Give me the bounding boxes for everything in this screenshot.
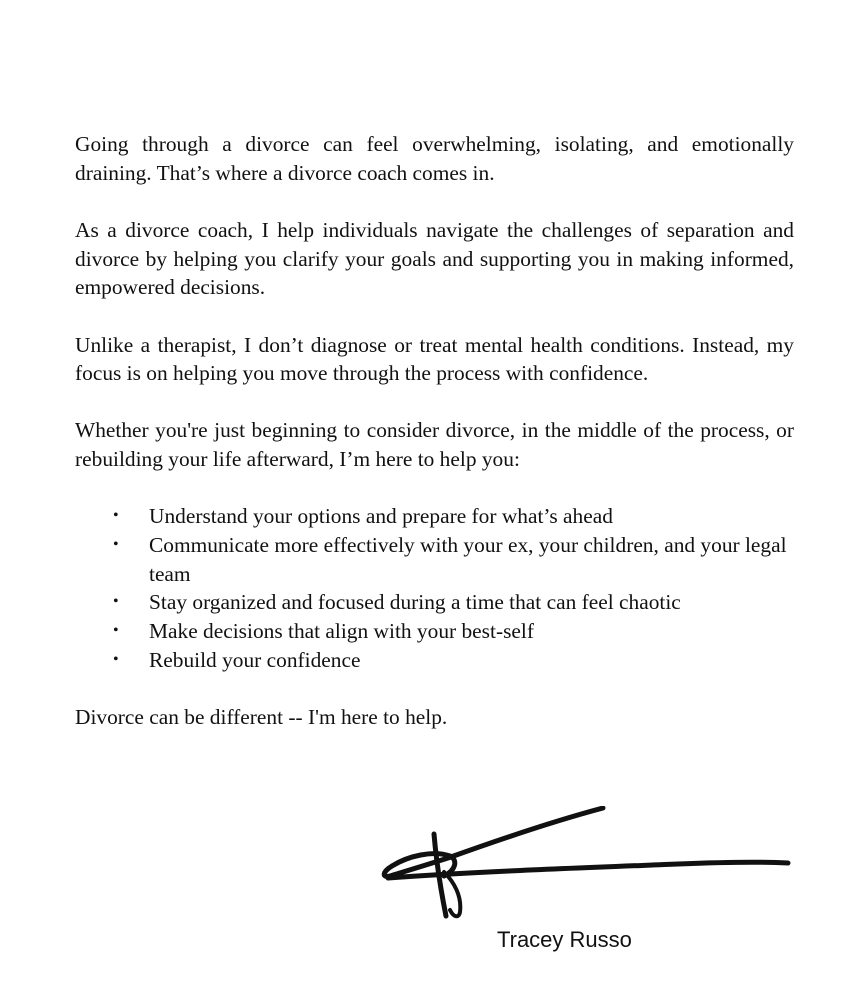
list-item-text: Stay organized and focused during a time that can feel chaotic	[149, 590, 681, 615]
list-item	[75, 531, 794, 588]
help-lead-in-paragraph: Whether you're just beginning to consider divorce, in the middle of the process, or rebuilding your life afterward, I’m here to help you:	[75, 418, 794, 472]
not-therapist-paragraph: Unlike a therapist, I don’t diagnose or treat mental health conditions. Instead, my focus is on helping you move through the process with confidence.	[75, 332, 794, 386]
help-list	[75, 502, 794, 674]
bullet-icon: •	[113, 650, 119, 668]
handwritten-signature	[378, 806, 798, 924]
signer-name: Tracey Russo	[497, 927, 632, 952]
coach-role-paragraph: As a divorce coach, I help individuals navigate the challenges of separation and divorce by helping you clarify your goals and supporting you in making informed, empowered decisions.	[75, 217, 794, 300]
list-item	[75, 502, 794, 531]
bullet-icon: •	[113, 622, 119, 640]
list-item-text: Rebuild your confidence	[149, 647, 361, 672]
bullet-icon: •	[113, 536, 119, 554]
list-item	[75, 617, 794, 646]
list-item	[75, 588, 794, 617]
bullet-icon: •	[113, 593, 119, 611]
signature-stroke	[388, 862, 788, 878]
closing-line: Divorce can be different -- I'm here to help.	[75, 705, 448, 730]
intro-paragraph: Going through a divorce can feel overwhelming, isolating, and emotionally draining. That’s where a divorce coach comes in.	[75, 132, 794, 185]
list-item	[75, 646, 794, 675]
list-item-text: Understand your options and prepare for what’s ahead	[149, 504, 613, 529]
list-item-text: Make decisions that align with your best-self	[149, 619, 534, 644]
letter-body	[75, 130, 794, 760]
bullet-icon: •	[113, 507, 119, 525]
list-item-text: Communicate more effectively with your ex, your children, and your legal team	[149, 533, 787, 586]
